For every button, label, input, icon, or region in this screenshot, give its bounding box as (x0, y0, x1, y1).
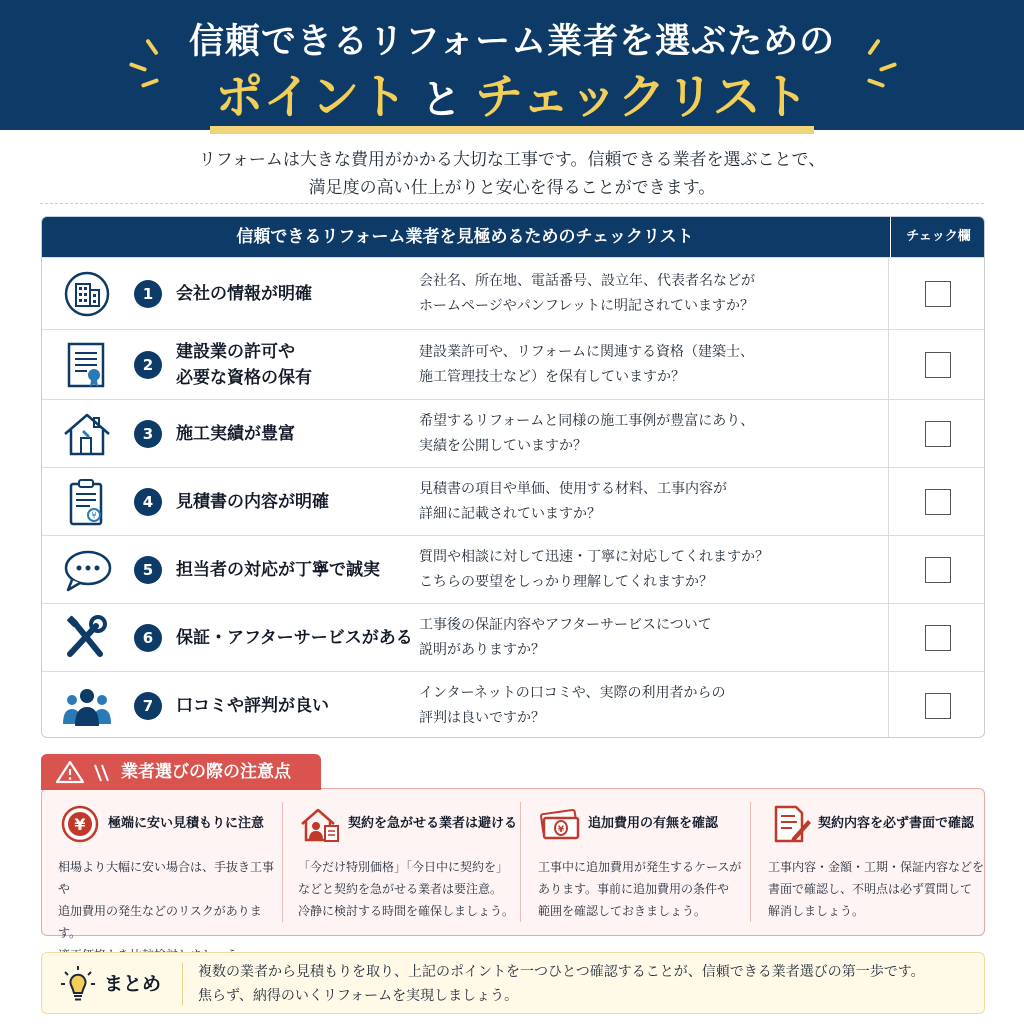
row-description-3: 希望するリフォームと同様の施工事例が豊富にあり、 実績を公開していますか？ (419, 412, 755, 454)
caution-divider (282, 802, 283, 922)
summary-divider (182, 963, 183, 1005)
money-icon (538, 804, 582, 844)
row-number-6: 6 (134, 624, 162, 652)
header-connector: と (421, 77, 462, 123)
header-title-line1: 信頼できるリフォーム業者を選ぶための (188, 22, 836, 62)
summary-text: 複数の業者から見積もりを取り、上記のポイントを一つひとつ確認することが、信頼できる業者選びの第一歩です。 焦らず、納得のいくリフォームを実現しましょう。 (198, 964, 925, 1004)
row-description-7: インターネットの口コミや、実際の利用者からの 評判は良いですか？ (419, 684, 726, 726)
row-title-4: 見積書の内容が明確 (176, 491, 329, 512)
house-icon (60, 410, 114, 458)
header-highlight-points: ポイント (215, 69, 408, 125)
check-cell-4 (888, 468, 985, 535)
header-highlight-checklist: チェックリスト (475, 69, 809, 125)
checkbox-3[interactable] (925, 421, 951, 447)
caution-item-body-4: 工事内容・金額・工期・保証内容などを 書面で確認し、不明点は必ず質問して 解消しましょう。 (768, 860, 985, 918)
caution-divider (520, 802, 521, 922)
check-cell-5 (888, 536, 985, 603)
row-title-7: 口コミや評判が良い (176, 695, 329, 716)
summary-panel (41, 952, 985, 1014)
checkbox-1[interactable] (925, 281, 951, 307)
intro-line2: 満足度の高い仕上がりと安心を得ることができます。 (308, 178, 716, 198)
caution-item-body-3: 工事中に追加費用が発生するケースが あります。事前に追加費用の条件や 範囲を確認しておきましょう。 (538, 860, 742, 918)
intro-text (0, 146, 1024, 202)
row-number-2: 2 (134, 351, 162, 379)
check-column-header: チェック欄 (890, 217, 985, 257)
chat-bubble-icon (60, 546, 114, 594)
license-document-icon (60, 341, 114, 389)
emphasis-lines-icon (91, 762, 113, 784)
warning-icon (55, 760, 85, 784)
caution-item-title-4: 契約内容を必ず書面で確認 (818, 816, 975, 831)
dashed-divider (40, 203, 984, 204)
caution-item-body-1: 相場より大幅に安い場合は、手抜き工事や 追加費用の発生などのリスクがあります。 (58, 860, 275, 940)
row-number-7: 7 (134, 692, 162, 720)
caution-title: 業者選びの際の注意点 (121, 762, 291, 782)
row-title-3: 施工実績が豊富 (176, 423, 295, 444)
table-title: 信頼できるリフォーム業者を見極めるためのチェックリスト (236, 227, 694, 247)
check-cell-7 (888, 672, 985, 738)
svg-text:¥: ¥ (557, 825, 565, 835)
people-icon (60, 682, 114, 730)
caution-item-1 (44, 800, 275, 940)
checkbox-4[interactable] (925, 489, 951, 515)
row-description-1: 会社名、所在地、電話番号、設立年、代表者名などが ホームページやパンフレットに明記されていますか？ (419, 272, 755, 314)
summary-label: まとめ (104, 973, 162, 995)
checklist-row-7 (42, 671, 985, 738)
yen-coin-icon (58, 804, 102, 844)
row-number-5: 5 (134, 556, 162, 584)
row-title-2: 建設業の許可や 必要な資格の保有 (176, 341, 312, 388)
check-cell-2 (888, 330, 985, 399)
checklist-row-6 (42, 603, 985, 671)
check-cell-6 (888, 604, 985, 671)
caution-item-3 (524, 800, 754, 926)
caution-item-title-3: 追加費用の有無を確認 (588, 816, 719, 831)
header-gold-underline (210, 126, 814, 134)
row-title-6: 保証・アフターサービスがある (176, 627, 413, 648)
checkbox-6[interactable] (925, 625, 951, 651)
checklist-table (41, 216, 985, 738)
caution-item-2 (284, 800, 518, 926)
svg-text:¥: ¥ (74, 815, 86, 834)
row-number-3: 3 (134, 420, 162, 448)
row-number-4: 4 (134, 488, 162, 516)
caution-divider (750, 802, 751, 922)
tools-icon (60, 614, 114, 662)
caution-item-4 (754, 800, 985, 926)
contract-pen-icon (768, 804, 812, 844)
clipboard-estimate-icon (60, 478, 114, 526)
checklist-row-1 (42, 257, 985, 329)
checklist-row-4 (42, 467, 985, 535)
caution-item-title-1: 極端に安い見積もりに注意 (108, 816, 265, 831)
check-cell-3 (888, 400, 985, 467)
checkbox-5[interactable] (925, 557, 951, 583)
intro-line1: リフォームは大きな費用がかかる大切な工事です。信頼できる業者を選ぶことで、 (198, 150, 826, 170)
caution-item-body-2: 「今だけ特別価格」「今日中に契約を」 などと契約を急がせる業者は要注意。 冷静に検討する時間を確保しましょう。 (298, 860, 515, 918)
row-description-4: 見積書の項目や単価、使用する材料、工事内容が 詳細に記載されていますか？ (419, 480, 727, 522)
checklist-row-5 (42, 535, 985, 603)
check-cell-1 (888, 258, 985, 329)
header-title-line2 (0, 58, 1024, 127)
header-banner (0, 0, 1024, 130)
checklist-row-2 (42, 329, 985, 399)
row-description-5: 質問や相談に対して迅速・丁寧に対応してくれますか？ こちらの要望をしっかり理解してくれますか？ (419, 548, 769, 590)
caution-item-title-2: 契約を急がせる業者は避ける (348, 816, 518, 831)
pushy-contract-icon (298, 804, 342, 844)
row-title-1: 会社の情報が明確 (176, 283, 312, 304)
lightbulb-icon (60, 965, 96, 1003)
row-description-6: 工事後の保証内容やアフターサービスについて 説明がありますか？ (419, 616, 712, 658)
row-description-2: 建設業許可や、リフォームに関連する資格（建築士、 施工管理技士など）を保有していますか？ (419, 343, 755, 385)
checkbox-7[interactable] (925, 693, 951, 719)
row-title-5: 担当者の対応が丁寧で誠実 (176, 559, 380, 580)
table-header (42, 217, 985, 257)
checkbox-2[interactable] (925, 352, 951, 378)
svg-text:¥: ¥ (91, 510, 97, 520)
row-number-1: 1 (134, 280, 162, 308)
caution-tab (41, 754, 321, 790)
building-icon (60, 270, 114, 318)
checklist-row-3 (42, 399, 985, 467)
